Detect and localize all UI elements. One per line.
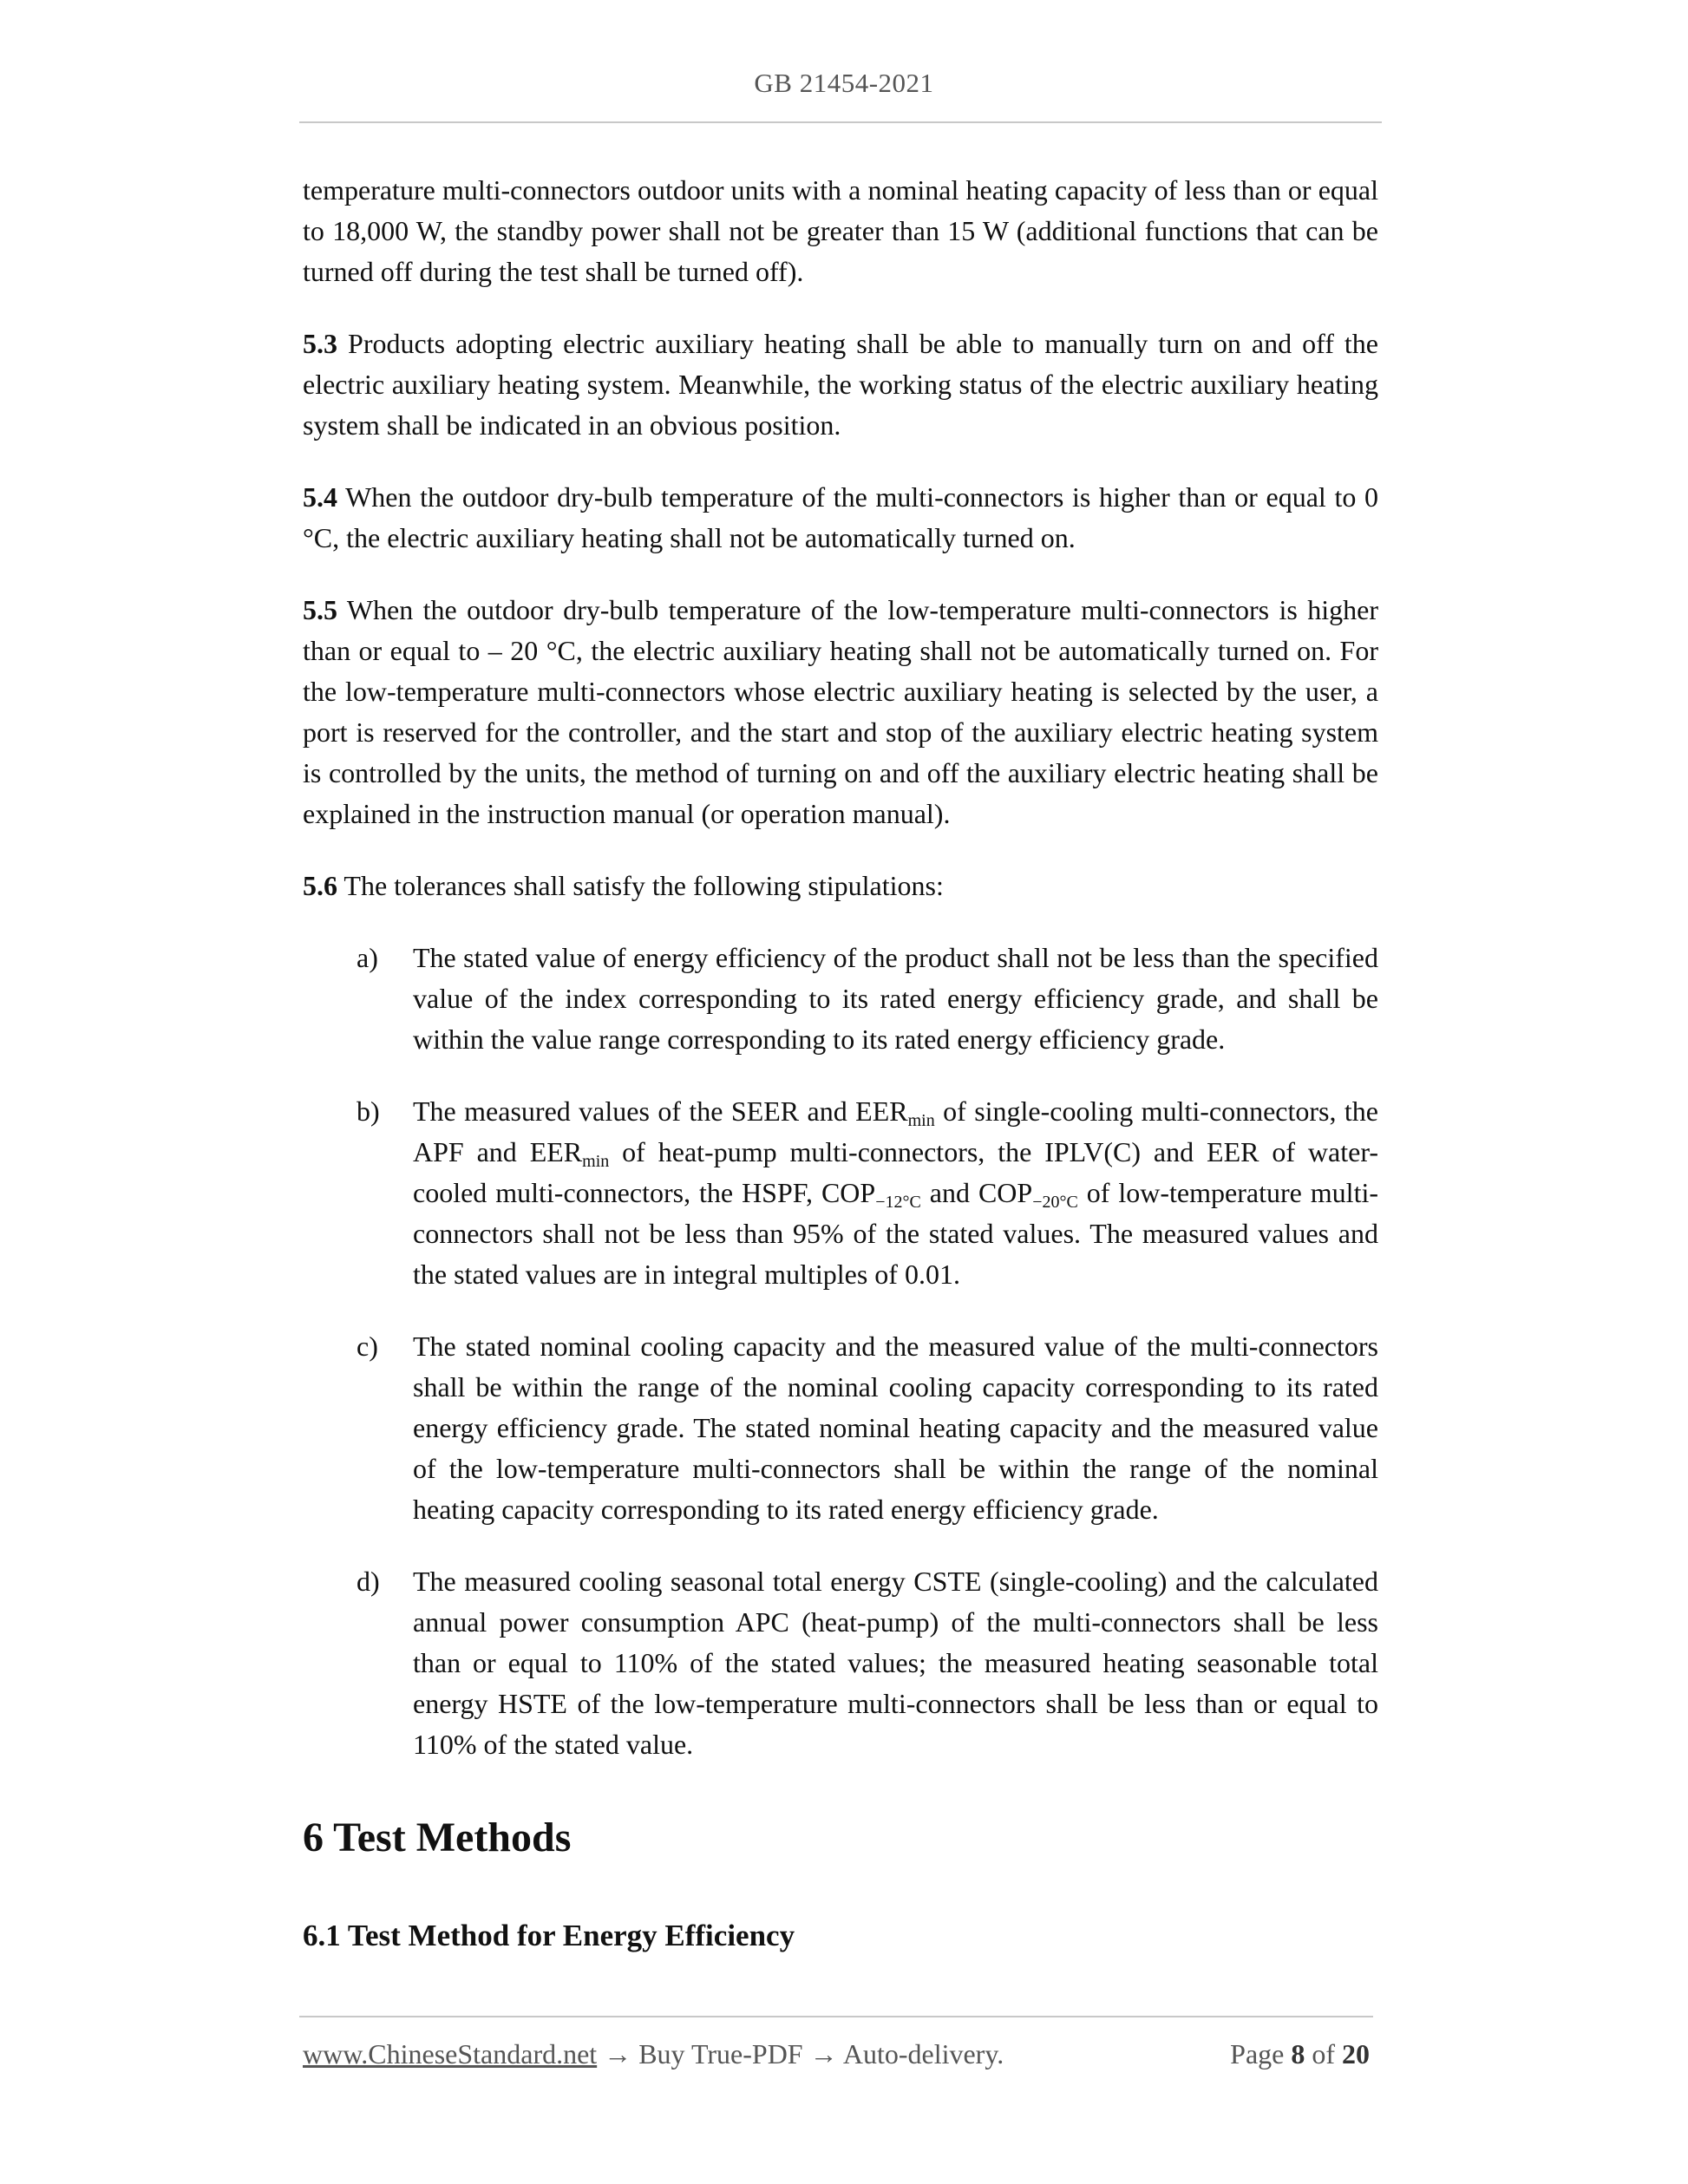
list-item-b [303, 1091, 1378, 1295]
subscript: −12°C [875, 1193, 921, 1212]
list-item-c [303, 1326, 1378, 1530]
list-item-a [303, 938, 1378, 1060]
subscript: −20°C [1032, 1193, 1078, 1212]
clause-text: When the outdoor dry-bulb temperature of the multi-connectors is higher than or equal to 0 °C, the electric auxiliary heating shall not be automatically turned on. [303, 481, 1378, 553]
list-label: a) [357, 942, 378, 973]
clause-text: When the outdoor dry-bulb temperature of the low-temperature multi-connectors is higher than or equal to – 20 °C, the electric auxiliary heating shall not be automatically turned on. For the low-temperature multi-connectors whose electric auxiliary heating is selected by the user, a port is reserved for the controller, and the start and stop of the auxiliary electric heating system is controlled by the units, the method of turning on and off the auxiliary electric heating shall be explained in the instruction manual (or operation manual). [303, 594, 1378, 829]
text-run: and COP [920, 1177, 1033, 1208]
clause-number: 5.6 [303, 870, 337, 901]
header-divider [299, 121, 1382, 123]
text-run: of heat-pump multi-connectors, the IPLV(C) and EER of water-cooled multi-connectors, the HSPF, COP [413, 1136, 1379, 1208]
clause-text: Products adopting electric auxiliary heating shall be able to manually turn on and off the electric auxiliary heating system. Meanwhile, the working status of the electric auxiliary heating system shall be indicated in an obvious position. [303, 328, 1378, 441]
list-item-d [303, 1561, 1378, 1765]
list-item-text: The stated nominal cooling capacity and the measured value of the multi-connectors shall be within the range of the nominal cooling capacity corresponding to its rated energy efficiency grade. The stated nominal heating capacity and the measured value of the low-temperature multi-connectors shall be within the range of the nominal heating capacity corresponding to its rated energy efficiency grade. [413, 1331, 1378, 1525]
text-run: of single-cooling multi-connectors, the APF and EER [413, 1095, 1379, 1167]
promo-text: → Buy True-PDF → Auto-delivery. [597, 2038, 1004, 2070]
list-item-text: The measured cooling seasonal total energy CSTE (single-cooling) and the calculated annual power consumption APC (heat-pump) of the multi-connectors shall be less than or equal to 110% of the stated values; the measured heating seasonable total energy HSTE of the low-temperature multi-connectors shall be less than or equal to 110% of the stated value. [413, 1566, 1378, 1760]
clause-5-6 [303, 866, 1378, 906]
section-heading: 6 Test Methods [303, 1815, 572, 1860]
text-run: of low-temperature multi-connectors shall not be less than 95% of the stated values. The measured values and the stated values are in integral multiples of 0.01. [413, 1177, 1379, 1290]
list-label: b) [357, 1095, 380, 1127]
page-footer [303, 2038, 1370, 2070]
paragraph-text: temperature multi-connectors outdoor units with a nominal heating capacity of less than or equal to 18,000 W, the standby power shall not be greater than 15 W (additional functions that can be turned off during the test shall be turned off). [303, 174, 1378, 287]
subscript: min [582, 1152, 610, 1171]
page-indicator [1230, 2038, 1370, 2070]
of-word: of [1312, 2038, 1335, 2070]
page-total: 20 [1342, 2038, 1370, 2070]
footer-divider [299, 2016, 1373, 2017]
tolerance-list [303, 938, 1378, 1765]
clause-number: 5.4 [303, 481, 337, 513]
list-item-text: The stated value of energy efficiency of the product shall not be less than the specified value of the index corresponding to its rated energy efficiency grade, and shall be within the value range corresponding to its rated energy efficiency grade. [413, 942, 1378, 1055]
page-word: Page [1230, 2038, 1285, 2070]
page-number: 8 [1291, 2038, 1305, 2070]
clause-number: 5.3 [303, 328, 337, 359]
list-label: c) [357, 1331, 378, 1362]
clause-5-3 [303, 324, 1378, 446]
list-label: d) [357, 1566, 380, 1597]
website-link[interactable]: www.ChineseStandard.net [303, 2038, 598, 2070]
clause-text: The tolerances shall satisfy the following stipulations: [337, 870, 944, 901]
page-header: GB 21454-2021 [754, 68, 934, 98]
text-run: The measured values of the SEER and EER [413, 1095, 908, 1127]
subscript: min [907, 1111, 935, 1130]
clause-number: 5.5 [303, 594, 337, 625]
list-item-text [413, 1095, 1378, 1290]
document-body [303, 170, 1378, 1956]
clause-5-4 [303, 477, 1378, 559]
clause-5-5 [303, 590, 1378, 834]
subsection-heading: 6.1 Test Method for Energy Efficiency [303, 1919, 795, 1952]
paragraph-continued [303, 170, 1378, 292]
